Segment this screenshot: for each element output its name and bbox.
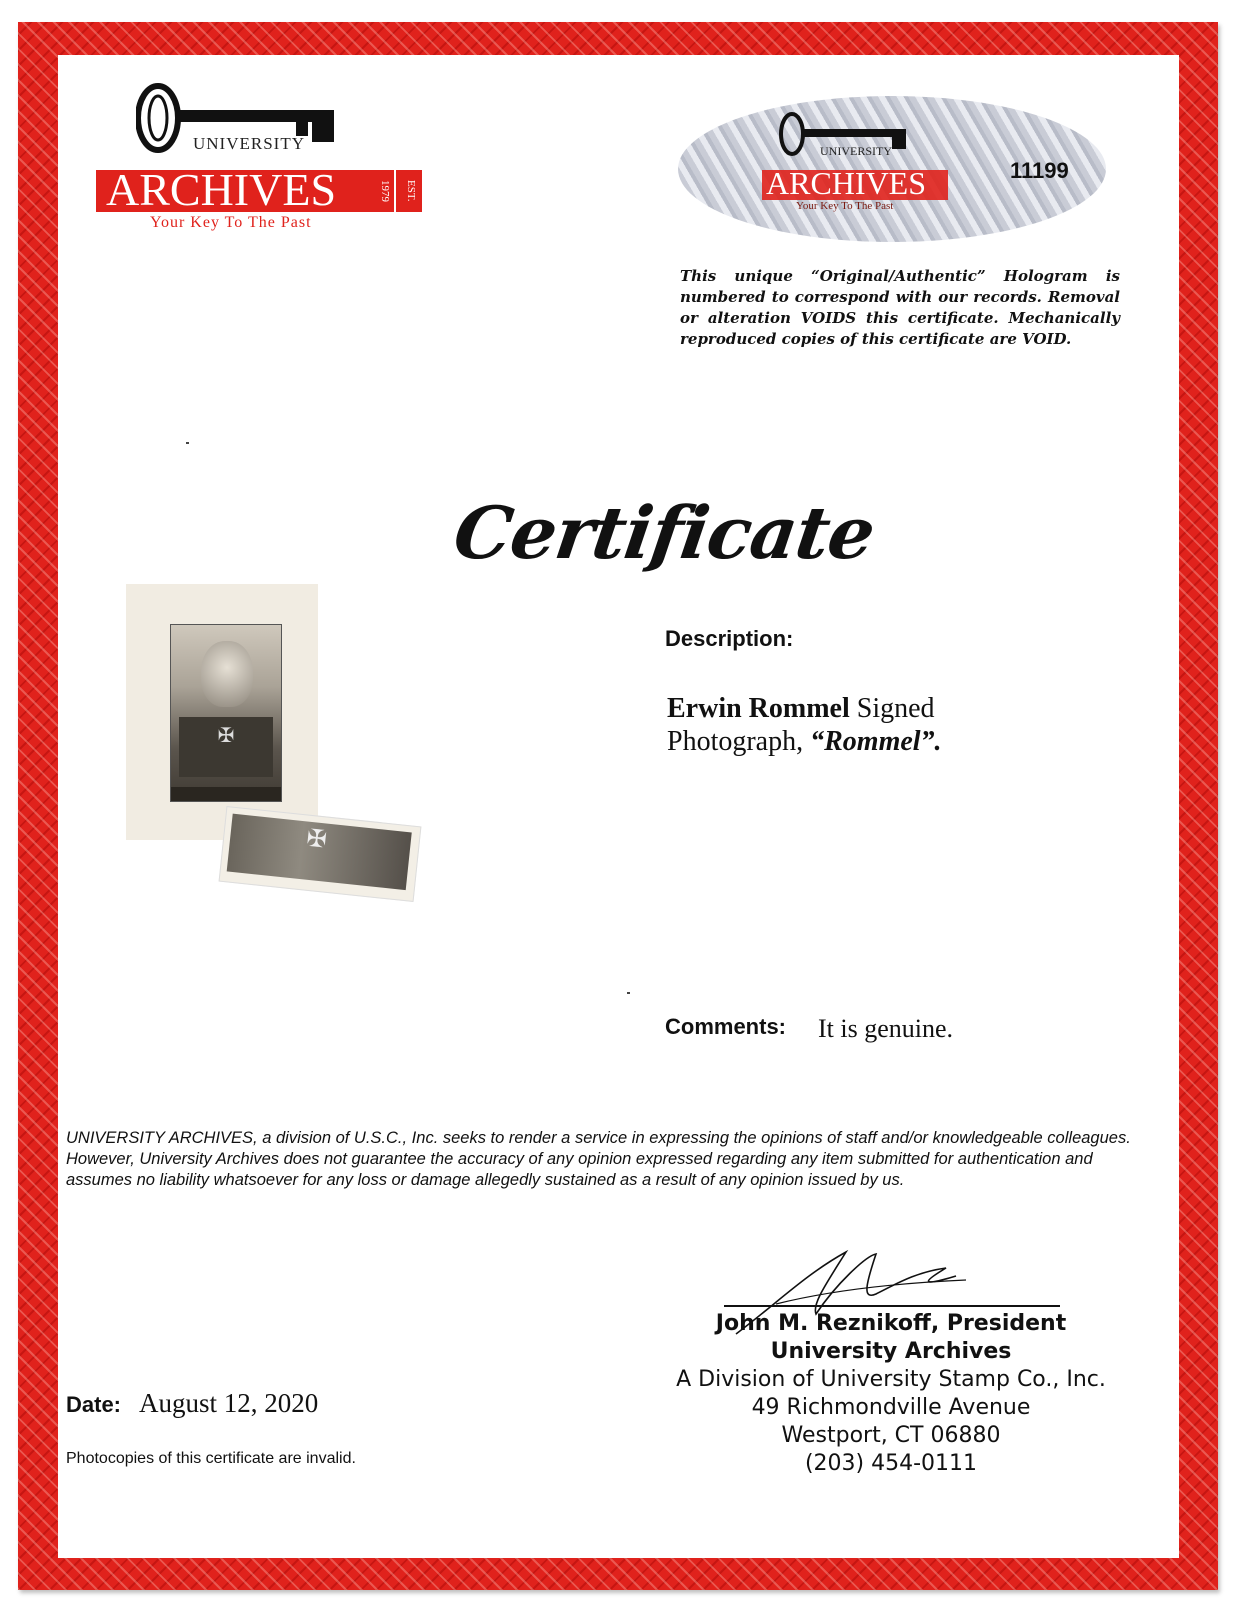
hologram-number: 11199 xyxy=(1010,158,1069,183)
logo-university-text: UNIVERSITY xyxy=(193,134,305,153)
item-name: Erwin Rommel xyxy=(667,693,850,724)
logo-est-text: EST. 1979 xyxy=(394,170,424,212)
signatory-block xyxy=(676,1310,1106,1478)
portrait-photo xyxy=(170,624,282,802)
comments-text: It is genuine. xyxy=(818,1014,954,1043)
hologram-note: This unique “Original/Authentic” Hologram is numbered to correspond with our records. Removal or alteration VOIDS this certificate. Mechanically reproduced copies of this certificate are VOID. xyxy=(680,267,1120,348)
signatory-city: Westport, CT 06880 xyxy=(781,1423,1001,1448)
hologram-archives-text: ARCHIVES xyxy=(766,165,927,201)
logo-archives-text: ARCHIVES xyxy=(106,164,337,215)
face-shape xyxy=(201,641,253,707)
description-label: Description: xyxy=(665,626,794,651)
description-line2: Photograph, xyxy=(667,726,811,757)
university-archives-logo xyxy=(96,82,436,242)
speck-mark xyxy=(186,442,189,444)
authenticity-hologram xyxy=(678,96,1106,242)
date-value: August 12, 2020 xyxy=(139,1388,319,1418)
closeup-image xyxy=(227,814,412,890)
photocopies-note: Photocopies of this certificate are invalid. xyxy=(66,1450,356,1467)
signatory-phone: (203) 454-0111 xyxy=(804,1451,978,1476)
signatory-name: John M. Reznikoff, President xyxy=(715,1311,1067,1336)
description-line1: Signed xyxy=(849,693,935,724)
hologram-tagline: Your Key To The Past xyxy=(796,200,894,212)
certificate-title: Certificate xyxy=(449,490,880,575)
hologram-university-text: UNIVERSITY xyxy=(820,144,892,158)
description-quote: “Rommel”. xyxy=(810,726,942,757)
signed-photograph xyxy=(126,584,318,840)
closeup-cross-icon: ✠ xyxy=(305,824,329,854)
signature-line xyxy=(724,1305,1060,1307)
photo-caption-strip xyxy=(171,787,281,801)
comments-label: Comments: xyxy=(665,1014,787,1039)
signatory-street: 49 Richmondville Avenue xyxy=(751,1395,1031,1420)
logo-tagline: Your Key To The Past xyxy=(150,214,312,231)
description-text xyxy=(667,692,1007,758)
iron-cross-icon: ✠ xyxy=(217,725,235,747)
signatory-org: University Archives xyxy=(770,1339,1012,1364)
speck-mark xyxy=(627,992,630,994)
disclaimer-text: UNIVERSITY ARCHIVES, a division of U.S.C., Inc. seeks to render a service in expressing the opinions of staff and/or knowledgeable colleagues. However, University Archives does not guarantee the accuracy of any opinion expressed regarding any item submitted for authentication and assumes no liability whatsoever for any loss or damage allegedly sustained as a result of any opinion issued by us. xyxy=(66,1129,1131,1189)
date-label: Date: xyxy=(66,1392,122,1417)
signatory-division: A Division of University Stamp Co., Inc. xyxy=(676,1367,1106,1392)
